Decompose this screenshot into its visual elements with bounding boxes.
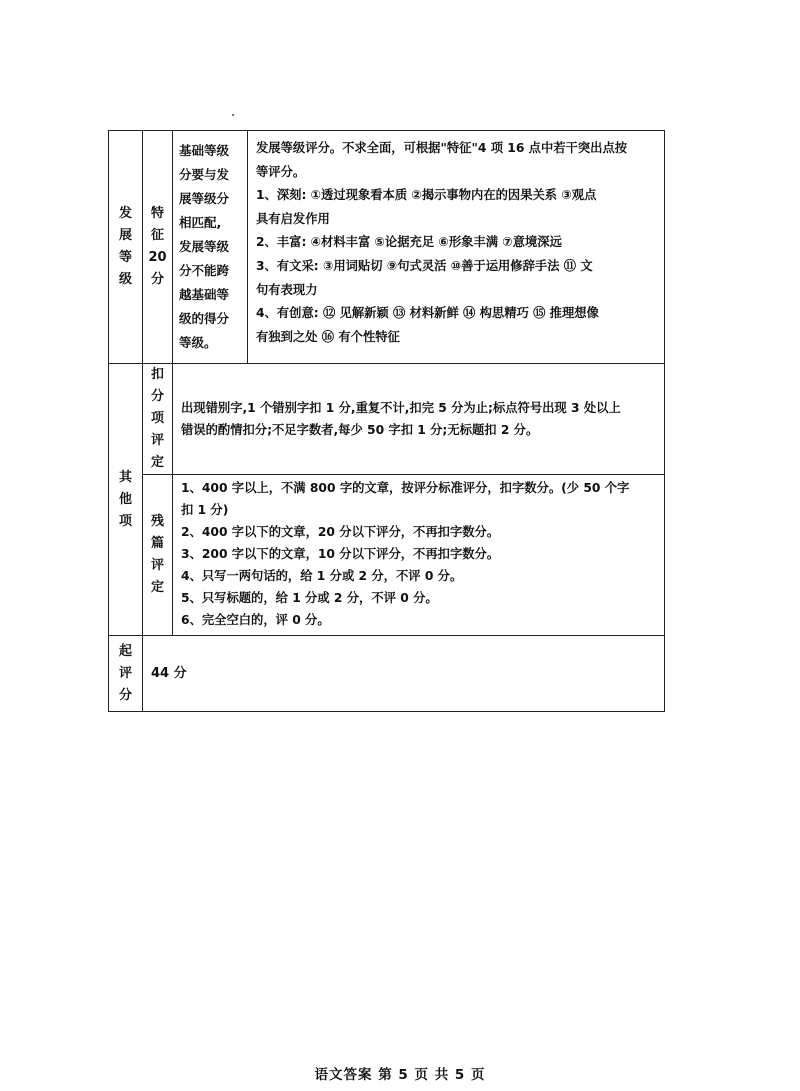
incomplete-rules: 1、400 字以上，不满 800 字的文章，按评分标准评分，扣字数分。(少 50 个字 扣 1 分) 2、400 字以下的文章，20 分以下评分，不再扣字数分。 3、200 字以下的文章，10 分以下评分，不再扣字数分。 4、只写一两句话的，给 1 分或 2 分，不评 0 分。 5、只写标题的，给 1 分或 2 分，不评 0 分。 6、完全空白的，评 0 分。: [173, 475, 665, 636]
deduction-rules: 出现错别字,1 个错别字扣 1 分,重复不计,扣完 5 分为止;标点符号出现 3 处以上 错误的酌情扣分;不足字数者,每少 50 字扣 1 分;无标题扣 2 分。: [173, 364, 665, 475]
start-score-row: [109, 636, 665, 712]
feature-label: 特 征 20 分: [143, 131, 173, 364]
deduction-row: [109, 364, 665, 475]
development-label: 发 展 等 级: [109, 131, 143, 364]
other-label: 其 他 项: [109, 364, 143, 636]
deduction-label: 扣 分 项 评 定: [143, 364, 173, 475]
stray-dot: [232, 114, 234, 116]
basis-note: 基础等级 分要与发 展等级分 相匹配, 发展等级 分不能跨 越基础等 级的得分 等级。: [173, 131, 248, 364]
development-criteria: 发展等级评分。不求全面，可根据"特征"4 项 16 点中若干突出点按 等评分。 1、深刻: ①透过现象看本质 ②揭示事物内在的因果关系 ③观点 具有启发作用 2、丰富: ④材料丰富 ⑤论据充足 ⑥形象丰满 ⑦意境深远 3、有文采: ③用词贴切 ⑨句式灵活 ⑩善于运用修辞手法 ⑪ 文 句有表现力 4、有创意: ⑫ 见解新颖 ⑬ 材料新鲜 ⑭ 构思精巧 ⑮ 推理想像 有独到之处 ⑯ 有个性特征: [248, 131, 665, 364]
page-footer: 语文答案 第 5 页 共 5 页: [314, 1067, 486, 1083]
incomplete-label: 残 篇 评 定: [143, 475, 173, 636]
development-row: [109, 131, 665, 364]
incomplete-row: [109, 475, 665, 636]
start-score-value: 44 分: [143, 636, 665, 712]
grading-table: [108, 130, 665, 712]
start-score-label: 起 评 分: [109, 636, 143, 712]
